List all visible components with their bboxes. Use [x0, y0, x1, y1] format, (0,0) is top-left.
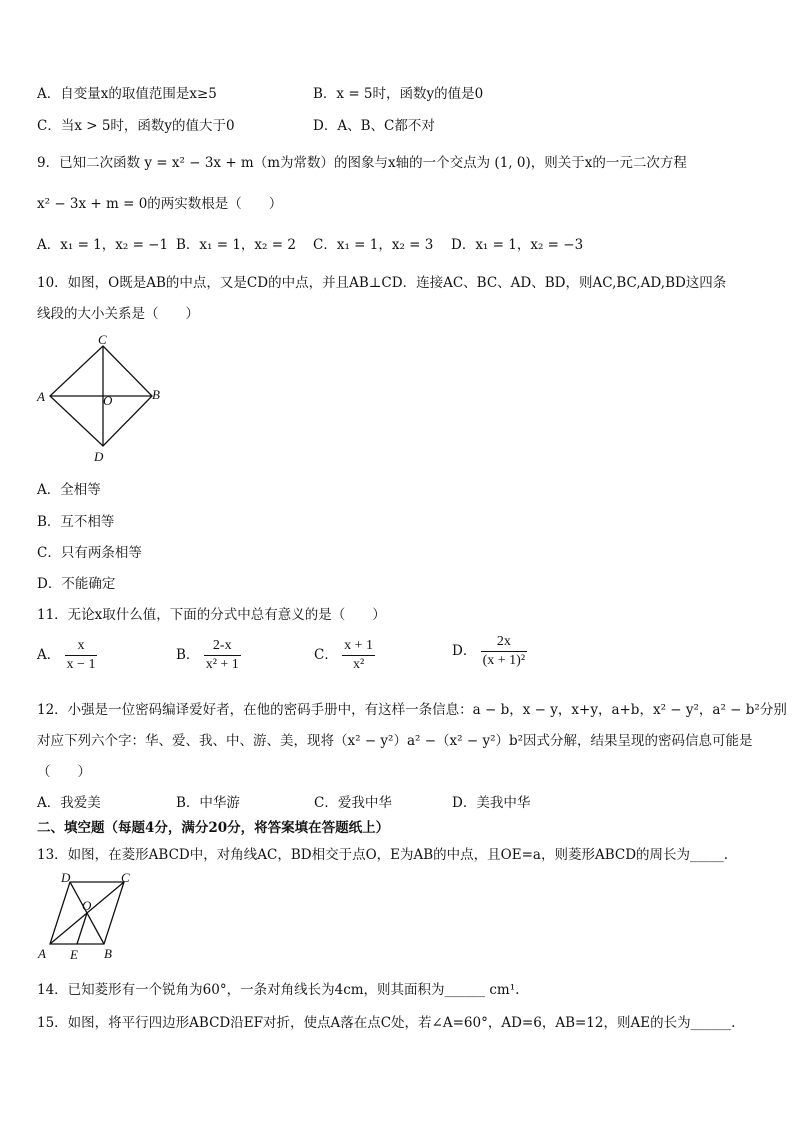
fraction-numerator: 2-x [204, 638, 241, 656]
option-9c: C．x₁ = 1，x₂ = 3 [313, 237, 434, 253]
question-9-stem-line1: 9．已知二次函数 y = x² − 3x + m（m为常数）的图象与x轴的一个交点为 (1, 0)，则关于x的一元二次方程 [37, 155, 687, 171]
option-11a-letter: A． [37, 647, 61, 663]
option-12a: A．我爱美 [37, 795, 101, 811]
option-11b [176, 638, 241, 673]
q10-label-d: D [94, 449, 104, 464]
option-9a: A．x₁ = 1，x₂ = −1 [37, 237, 169, 253]
q13-label-o: O [82, 898, 92, 913]
option-8d: D．A、B、C都不对 [313, 118, 435, 134]
option-11b-letter: B． [176, 647, 200, 663]
option-11b-fraction [204, 638, 241, 673]
q13-label-c: C [121, 870, 130, 885]
question-15-stem: 15．如图，将平行四边形ABCD沿EF对折，使点A落在点C处，若∠A=60°，AD=6，AB=12，则AE的长为______. [37, 1015, 736, 1031]
option-8a: A．自变量x的取值范围是x≥5 [37, 86, 217, 102]
q10-label-b: B [152, 387, 160, 402]
question-14-stem: 14．已知菱形有一个锐角为60°，一条对角线长为4cm，则其面积为______ cm¹. [37, 982, 520, 998]
option-8b: B．x = 5时，函数y的值是0 [313, 86, 484, 102]
option-9d: D．x₁ = 1，x₂ = −3 [451, 237, 584, 253]
option-12d: D．美我中华 [452, 795, 531, 811]
option-11a [37, 638, 97, 673]
section-2-heading: 二、填空题（每题4分，满分20分，将答案填在答题纸上） [37, 820, 390, 836]
q13-label-a: A [38, 946, 46, 961]
option-11c [314, 638, 375, 673]
question-12-stem-line1: 12．小强是一位密码编译爱好者，在他的密码手册中，有这样一条信息：a − b，x − y，x+y，a+b，x² − y²，a² − b²分别 [37, 702, 787, 718]
q10-label-a: A [37, 389, 45, 404]
option-10c: C．只有两条相等 [37, 545, 142, 561]
q13-diagram [30, 868, 140, 964]
option-9b: B．x₁ = 1，x₂ = 2 [176, 237, 296, 253]
fraction-denominator: x² [352, 657, 365, 672]
question-9-stem-line2: x² − 3x + m = 0的两实数根是（ ） [37, 196, 283, 212]
question-13-stem: 13．如图，在菱形ABCD中，对角线AC，BD相交于点O，E为AB的中点，且OE=a，则菱形ABCD的周长为_____. [37, 847, 729, 863]
q13-label-b: B [104, 946, 112, 961]
fraction-numerator: x + 1 [342, 638, 375, 656]
q10-label-c: C [98, 332, 107, 347]
option-11c-letter: C． [314, 647, 338, 663]
q10-label-o: O [103, 393, 113, 408]
q13-label-e: E [70, 947, 78, 962]
fraction-denominator: (x + 1)² [482, 653, 526, 668]
option-11c-fraction [342, 638, 375, 673]
option-10a: A．全相等 [37, 482, 101, 498]
q10-diagram [30, 332, 170, 466]
fraction-denominator: x − 1 [66, 657, 96, 672]
fraction-denominator: x² + 1 [205, 657, 239, 672]
option-11d [452, 634, 527, 669]
question-12-stem-line3: （ ） [37, 764, 91, 780]
option-11a-fraction [65, 638, 98, 673]
option-12b: B．中华游 [176, 795, 240, 811]
question-10-stem-line2: 线段的大小关系是（ ） [37, 306, 199, 322]
question-12-stem-line2: 对应下列六个字：华、爱、我、中、游、美，现将（x² − y²）a² −（x² − y²）b²因式分解，结果呈现的密码信息可能是 [37, 733, 753, 749]
question-10-stem-line1: 10．如图，O既是AB的中点，又是CD的中点，并且AB⊥CD．连接AC、BC、AD、BD，则AC,BC,AD,BD这四条 [37, 275, 727, 291]
option-12c: C．爱我中华 [314, 795, 392, 811]
option-10d: D．不能确定 [37, 576, 116, 592]
q13-label-d: D [61, 870, 71, 885]
option-10b: B．互不相等 [37, 514, 115, 530]
option-8c: C．当x > 5时，函数y的值大于0 [37, 118, 235, 134]
question-11-stem: 11．无论x取什么值，下面的分式中总有意义的是（ ） [37, 607, 386, 623]
option-11d-letter: D． [452, 643, 477, 659]
fraction-numerator: 2x [481, 634, 527, 652]
fraction-numerator: x [65, 638, 98, 656]
option-11d-fraction [481, 634, 527, 669]
